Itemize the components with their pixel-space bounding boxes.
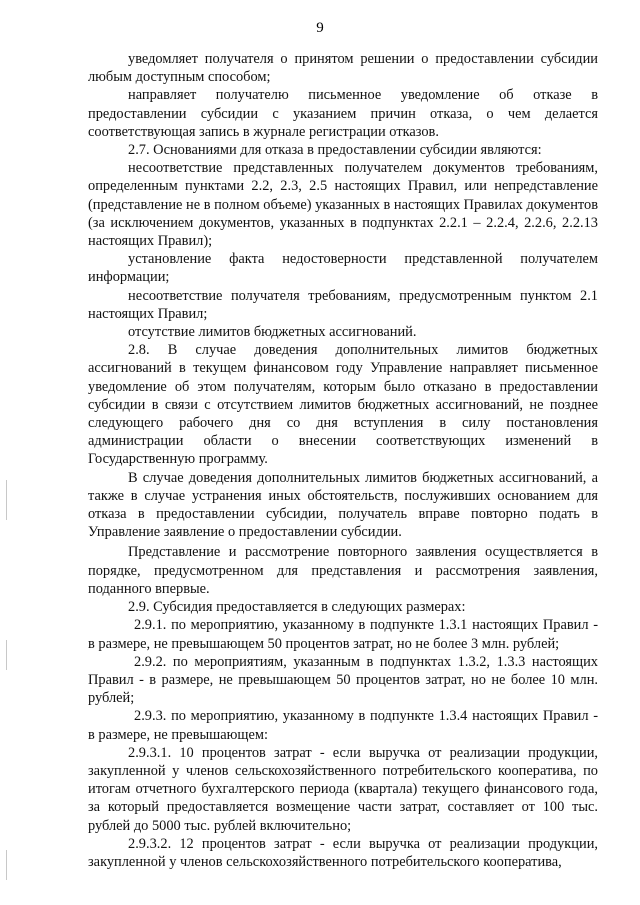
margin-mark (6, 850, 7, 880)
paragraph: отсутствие лимитов бюджетных ассигнований. (128, 324, 417, 341)
section-paragraph: 2.8. В случае доведения дополнительных лимитов бюджетных ассигнований в текущем финансовом году Управление направляет письменное уведомление об этом получателям, которым было отказано в предоставлении субсидии в связи с отсутствием лимитов бюджетных ассигнований, не позднее следующего рабочего дня со дня вступления в силу постановления администрации области о внесении соответствующих изменений в Государственную программу. (88, 342, 598, 468)
subsection-paragraph: 2.9.1. по мероприятию, указанному в подпункте 1.3.1 настоящих Правил - в размере, не превышающем 50 процентов затрат, но не более 3 млн. рублей; (88, 617, 598, 652)
margin-mark (6, 640, 7, 670)
paragraph: установление факта недостоверности представленной получателем информации; (88, 251, 598, 286)
subsection-paragraph: 2.9.3.2. 12 процентов затрат - если выручка от реализации продукции, закупленной у членов сельскохозяйственного потребительского кооператива, (88, 835, 598, 870)
page-number: 9 (316, 20, 324, 36)
paragraph: несоответствие представленных получателем документов требованиям, определенным пунктами 2.2, 2.3, 2.5 настоящих Правил, или непредставление (представление не в полном объеме) указанных в настоящих Правилах документов (за исключением документов, указанных в подпунктах 2.2.1 – 2.2.4, 2.2.6, 2.2.13 настоящих Правил); (88, 160, 598, 250)
subsection-paragraph: 2.9.2. по мероприятиям, указанным в подпунктах 1.3.2, 1.3.3 настоящих Правил - в размере, не превышающем 50 процентов затрат, но не более 10 млн. рублей; (88, 653, 598, 707)
paragraph: несоответствие получателя требованиям, предусмотренным пунктом 2.1 настоящих Правил; (88, 287, 598, 322)
subsection-paragraph: 2.9.3.1. 10 процентов затрат - если выручка от реализации продукции, закупленной у членов сельскохозяйственного потребительского кооператива, по итогам отчетного бухгалтерского периода (квартала) текущего финансового года, за который предоставляется возмещение части затрат, составляет от 100 тыс. рублей до 5000 тыс. рублей включительно; (88, 744, 598, 834)
margin-mark (6, 480, 7, 520)
paragraph: уведомляет получателя о принятом решении о предоставлении субсидии любым доступным способом; (88, 51, 598, 86)
paragraph: направляет получателю письменное уведомление об отказе в предоставлении субсидии с указанием причин отказа, о чем делается соответствующая запись в журнале регистрации отказов. (88, 87, 598, 140)
paragraph: Представление и рассмотрение повторного заявления осуществляется в порядке, предусмотренном для представления и рассмотрения заявления, поданного впервые. (88, 544, 598, 597)
paragraph: В случае доведения дополнительных лимитов бюджетных ассигнований, а также в случае устранения иных обстоятельств, послуживших основанием для отказа в предоставлении субсидии, получатель вправе повторно подать в Управление заявление о предоставлении субсидии. (88, 469, 598, 541)
document-body (88, 50, 598, 871)
section-heading: 2.9. Субсидия предоставляется в следующих размерах: (128, 599, 466, 616)
section-heading: 2.7. Основаниями для отказа в предоставлении субсидии являются: (128, 142, 542, 159)
subsection-paragraph: 2.9.3. по мероприятию, указанному в подпункте 1.3.4 настоящих Правил - в размере, не превышающем: (88, 708, 598, 743)
